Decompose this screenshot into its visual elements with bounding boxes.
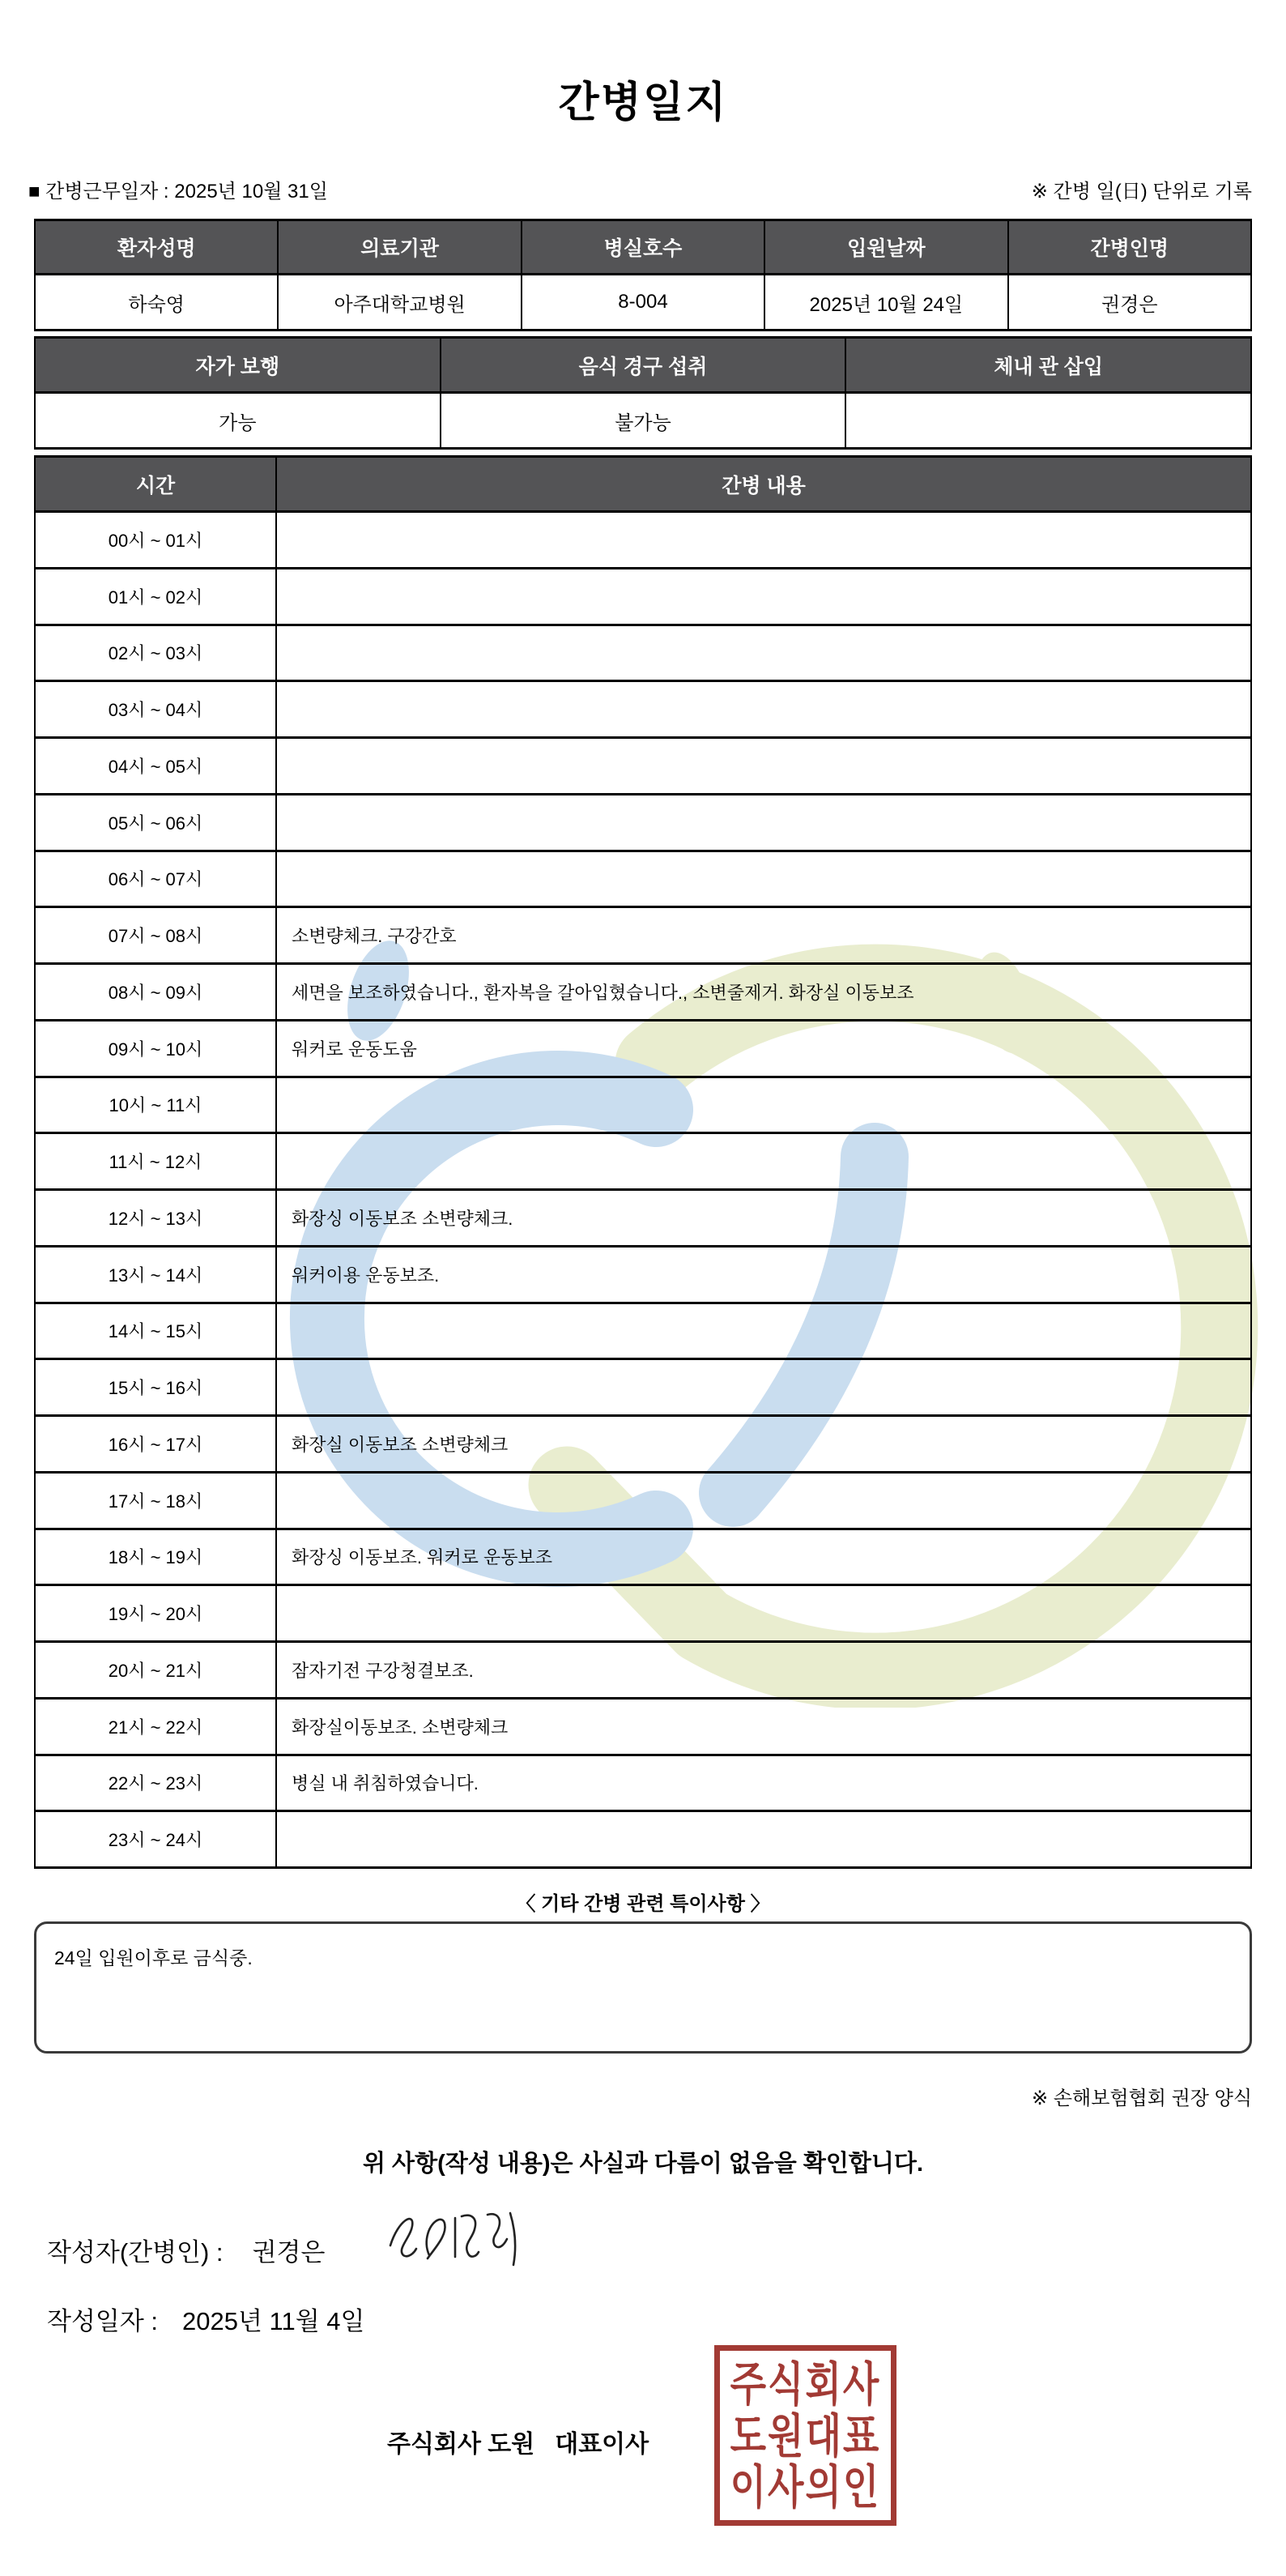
care-row [35,907,1251,964]
seal-text-row: 주식회사 [730,2357,881,2411]
care-table-body [35,512,1251,1868]
writer-name: 권경은 [252,2238,326,2267]
time-column-header: 시간 [35,457,276,512]
care-content-cell: 병실 내 취침하였습니다. [276,1755,1251,1811]
status-header-cell: 체내 관 삽입 [845,338,1251,393]
care-row [35,964,1251,1021]
care-time-cell: 11시 ~ 12시 [35,1133,276,1190]
care-row [35,1416,1251,1473]
patient-status-table [34,336,1252,450]
care-content-cell [276,1472,1251,1529]
notes-heading: 〈 기타 간병 관련 특이사항 〉 [516,1893,770,1915]
written-date-label: 작성일자 : [47,2307,159,2335]
care-row [35,625,1251,681]
status-header-cell: 음식 경구 섭취 [441,338,846,393]
care-time-cell: 04시 ~ 05시 [35,738,276,795]
care-row [35,1642,1251,1699]
care-row [35,1472,1251,1529]
care-content-cell [276,681,1251,738]
care-time-cell: 15시 ~ 16시 [35,1359,276,1416]
status-header-row [35,338,1251,393]
care-time-cell: 16시 ~ 17시 [35,1416,276,1473]
care-row [35,738,1251,795]
care-row [35,1190,1251,1247]
care-row [35,568,1251,625]
care-time-cell: 02시 ~ 03시 [35,625,276,681]
patient-header-cell: 환자성명 [35,220,278,275]
status-value-row [35,393,1251,449]
seal-text-row: 이사의인 [730,2460,881,2514]
care-time-cell: 18시 ~ 19시 [35,1529,276,1585]
care-time-cell: 01시 ~ 02시 [35,568,276,625]
form-note: ※ 손해보험협회 권장 양식 [1032,2088,1252,2109]
care-time-cell: 09시 ~ 10시 [35,1020,276,1077]
care-row [35,794,1251,851]
care-content-cell [276,794,1251,851]
signature-scribble [387,2208,525,2271]
status-value-cell: 가능 [35,393,441,449]
care-time-cell: 10시 ~ 11시 [35,1077,276,1133]
care-content-cell [276,512,1251,569]
patient-value-row [35,275,1251,331]
care-content-cell: 워커이용 운동보조. [276,1246,1251,1303]
care-content-cell: 화장싱 이동보조 소변량체크. [276,1190,1251,1247]
care-time-cell: 23시 ~ 24시 [35,1811,276,1868]
care-content-cell: 잠자기전 구강청결보조. [276,1642,1251,1699]
care-time-cell: 00시 ~ 01시 [35,512,276,569]
corporate-seal-stamp [714,2345,896,2526]
care-header-row [35,457,1251,512]
status-value-cell [845,393,1251,449]
care-row [35,1755,1251,1811]
care-content-cell [276,1303,1251,1359]
work-date-label: ■ 간병근무일자 : 2025년 10월 31일 [28,181,328,203]
care-row [35,1698,1251,1755]
patient-value-cell: 8-004 [522,275,764,331]
care-time-cell: 03시 ~ 04시 [35,681,276,738]
written-date-value: 2025년 11월 4일 [182,2307,365,2335]
care-time-cell: 07시 ~ 08시 [35,907,276,964]
care-time-cell: 08시 ~ 09시 [35,964,276,1021]
care-time-cell: 21시 ~ 22시 [35,1698,276,1755]
patient-info-table [34,219,1252,331]
care-content-cell: 세면을 보조하였습니다., 환자복을 갈아입혔습니다., 소변줄제거. 화장실 이동보조 [276,964,1251,1021]
care-time-cell: 12시 ~ 13시 [35,1190,276,1247]
care-time-cell: 14시 ~ 15시 [35,1303,276,1359]
care-row [35,1811,1251,1868]
patient-value-cell: 하숙영 [35,275,278,331]
patient-value-cell: 권경은 [1008,275,1251,331]
care-time-cell: 20시 ~ 21시 [35,1642,276,1699]
care-row [35,512,1251,569]
writer-line [47,2232,325,2268]
care-row [35,1133,1251,1190]
care-content-cell: 워커로 운동도움 [276,1020,1251,1077]
patient-header-cell: 입원날짜 [764,220,1007,275]
patient-header-cell: 간병인명 [1008,220,1251,275]
patient-value-cell: 아주대학교병원 [278,275,521,331]
writer-label: 작성자(간병인) : [47,2238,224,2267]
care-time-cell: 22시 ~ 23시 [35,1755,276,1811]
care-content-cell [276,568,1251,625]
care-content-cell [276,1077,1251,1133]
patient-header-cell: 의료기관 [278,220,521,275]
care-time-cell: 06시 ~ 07시 [35,851,276,907]
care-row [35,1303,1251,1359]
care-log-table [34,455,1252,1869]
care-row [35,1020,1251,1077]
patient-header-row [35,220,1251,275]
confirmation-statement: 위 사항(작성 내용)은 사실과 다름이 없음을 확인합니다. [362,2151,924,2177]
care-row [35,681,1251,738]
patient-value-cell: 2025년 10월 24일 [764,275,1007,331]
care-row [35,1529,1251,1585]
seal-text-row: 도원대표 [730,2409,881,2462]
care-content-cell: 소변량체크. 구강간호 [276,907,1251,964]
care-content-cell [276,1359,1251,1416]
care-row [35,1077,1251,1133]
notes-content: 24일 입원이후로 금식중. [54,1947,253,1968]
care-content-cell: 화장실 이동보조 소변량체크 [276,1416,1251,1473]
page-title: 간병일지 [558,79,728,126]
status-value-cell: 불가능 [441,393,846,449]
content-column-header: 간병 내용 [276,457,1251,512]
care-content-cell [276,1811,1251,1868]
care-row [35,851,1251,907]
notes-box [34,1921,1252,2054]
unit-note: ※ 간병 일(日) 단위로 기록 [1031,181,1252,203]
care-time-cell: 17시 ~ 18시 [35,1472,276,1529]
care-content-cell [276,1585,1251,1642]
info-line [28,175,1252,203]
care-content-cell: 화장실이동보조. 소변량체크 [276,1698,1251,1755]
care-content-cell [276,1133,1251,1190]
care-time-cell: 19시 ~ 20시 [35,1585,276,1642]
company-ceo-line: 주식회사 도원 대표이사 [387,2431,649,2458]
care-content-cell: 화장싱 이동보조. 워커로 운동보조 [276,1529,1251,1585]
care-time-cell: 13시 ~ 14시 [35,1246,276,1303]
written-date-line [47,2301,364,2337]
care-time-cell: 05시 ~ 06시 [35,794,276,851]
care-content-cell [276,738,1251,795]
care-row [35,1359,1251,1416]
care-content-cell [276,851,1251,907]
care-row [35,1585,1251,1642]
status-header-cell: 자가 보행 [35,338,441,393]
patient-header-cell: 병실호수 [522,220,764,275]
care-row [35,1246,1251,1303]
care-content-cell [276,625,1251,681]
